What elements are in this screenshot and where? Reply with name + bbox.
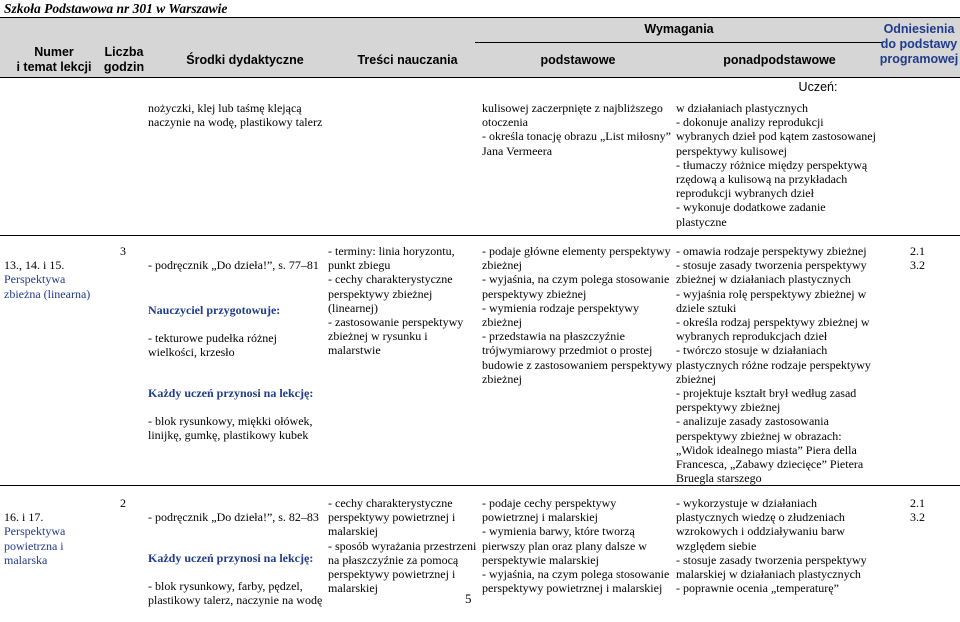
- header-numer: Numer i temat lekcji: [16, 45, 92, 74]
- row1-tresci: - terminy: linia horyzontu, punkt zbiegu - cechy charakterystyczne perspektywy zbieżnej (linearnej) - zastosowanie perspektywy zbieżnej w rysunku i malarstwie: [328, 244, 464, 358]
- row0-ponad: w działaniach plastycznych - dokonuje analizy reprodukcji wybranych dzieł pod kątem zastosowanej perspektywy kulisowej - tłumaczy różnice między perspektywą rzędową a kulisową na przykładach reprodukcji wybranych dzieł - wykonuje dodatkowe zadanie plastyczne: [676, 101, 876, 229]
- row1-odniesienia: 2.1 3.2: [910, 244, 925, 273]
- header-odniesienia: Odniesienia do podstawy programowej: [879, 22, 959, 66]
- header-podstawowe: podstawowe: [540, 53, 616, 67]
- rule-row1: [0, 235, 960, 236]
- row0-podstawowe: kulisowej zaczerpnięte z najbliższego otoczenia - określa tonację obrazu „List miłosny” Jana Vermeera: [482, 101, 671, 158]
- rule-top: [0, 17, 960, 18]
- school-title: Szkoła Podstawowa nr 301 w Warszawie: [4, 1, 228, 16]
- row1-srodki-book: - podręcznik „Do dzieła!”, s. 77–81: [148, 258, 319, 273]
- row1-hours: 3: [120, 244, 126, 258]
- row2-hours: 2: [120, 496, 126, 510]
- header-srodki: Środki dydaktyczne: [186, 53, 304, 67]
- row1-srodki: [148, 244, 336, 457]
- row2-topic-num: 16. i 17.: [4, 510, 44, 525]
- rule-wymagania: [475, 42, 883, 43]
- row1-srodki-student-heading: Każdy uczeń przynosi na lekcję:: [148, 385, 314, 400]
- rule-header-bottom: [0, 77, 960, 78]
- row1-podstawowe: - podaje główne elementy perspektywy zbieżnej - wyjaśnia, na czym polega stosowanie perspektywy zbieżnej - wymienia rodzaje perspektywy zbieżnej - przedstawia na płaszczyźnie trójwymiarowy przedmiot o prostej budowie z zastosowaniem perspektywy zbieżnej: [482, 244, 673, 386]
- header-liczba: Liczba godzin: [103, 45, 145, 74]
- row1-srodki-student-items: - blok rysunkowy, miękki ołówek, linijkę, gumkę, plastikowy kubek: [148, 414, 313, 443]
- row2-topic: [4, 496, 114, 581]
- row0-srodki: nożyczki, klej lub taśmę klejącą naczynie na wodę, plastikowy talerz: [148, 101, 323, 130]
- uczen-label: Uczeń:: [798, 80, 838, 94]
- row2-topic-title: Perspektywa powietrzna i malarska: [4, 524, 66, 567]
- row2-srodki: [148, 496, 338, 622]
- row1-topic: [4, 244, 114, 315]
- header-wymagania: Wymagania: [644, 22, 714, 36]
- row2-srodki-student-items: - blok rysunkowy, farby, pędzel, plastikowy talerz, naczynie na wodę: [148, 579, 323, 608]
- page-number: 5: [465, 591, 472, 606]
- row1-ponad: - omawia rodzaje perspektywy zbieżnej - stosuje zasady tworzenia perspektywy zbieżnej w działaniach plastycznych - wyjaśnia rolę perspektywy zbieżnej w dziele sztuki - określa rodzaj perspektywy zbieżnej w wybranych reprodukcjach dzieł - twórczo stosuje w działaniach plastycznych różne rodzaje perspektywy zbieżnej - projektuje kształt brył według zasad perspektywy zbieżnej - analizuje zasady zastosowania perspektywy zbieżnej w obrazach: „Widok idealnego miasta” Piera della Francesca, „Zabawy dziecięce” Pietera Bruegla starszego: [676, 244, 871, 486]
- row1-topic-title: Perspektywa zbieżna (linearna): [4, 272, 91, 301]
- row2-podstawowe: - podaje cechy perspektywy powietrznej i malarskiej - wymienia barwy, które tworzą pierwszy plan oraz plany dalsze w perspektywie malarskiej - wyjaśnia, na czym polega stosowanie perspektywy powietrznej i malarskiej: [482, 496, 670, 596]
- row2-tresci: - cechy charakterystyczne perspektywy powietrznej i malarskiej - sposób wyrażania przestrzeni na płaszczyźnie za pomocą perspektywy powietrznej i malarskiej: [328, 496, 477, 596]
- row2-ponad: - wykorzystuje w działaniach plastycznych wiedzę o złudzeniach wzrokowych i oddziaływaniu barw względem siebie - stosuje zasady tworzenia perspektywy malarskiej w działaniach plastycznych - poprawnie ocenia „temperaturę”: [676, 496, 867, 596]
- header-ponadpodstawowe: ponadpodstawowe: [723, 53, 836, 67]
- row1-srodki-teacher-heading: Nauczyciel przygotowuje:: [148, 302, 281, 317]
- row2-srodki-student-heading: Każdy uczeń przynosi na lekcję:: [148, 550, 314, 565]
- row2-srodki-book: - podręcznik „Do dzieła!”, s. 82–83: [148, 510, 319, 525]
- row1-topic-num: 13., 14. i 15.: [4, 258, 65, 273]
- header-tresci: Treści nauczania: [357, 53, 458, 67]
- row2-odniesienia: 2.1 3.2: [910, 496, 925, 525]
- row1-srodki-teacher-items: - tekturowe pudełka różnej wielkości, krzesło: [148, 331, 277, 360]
